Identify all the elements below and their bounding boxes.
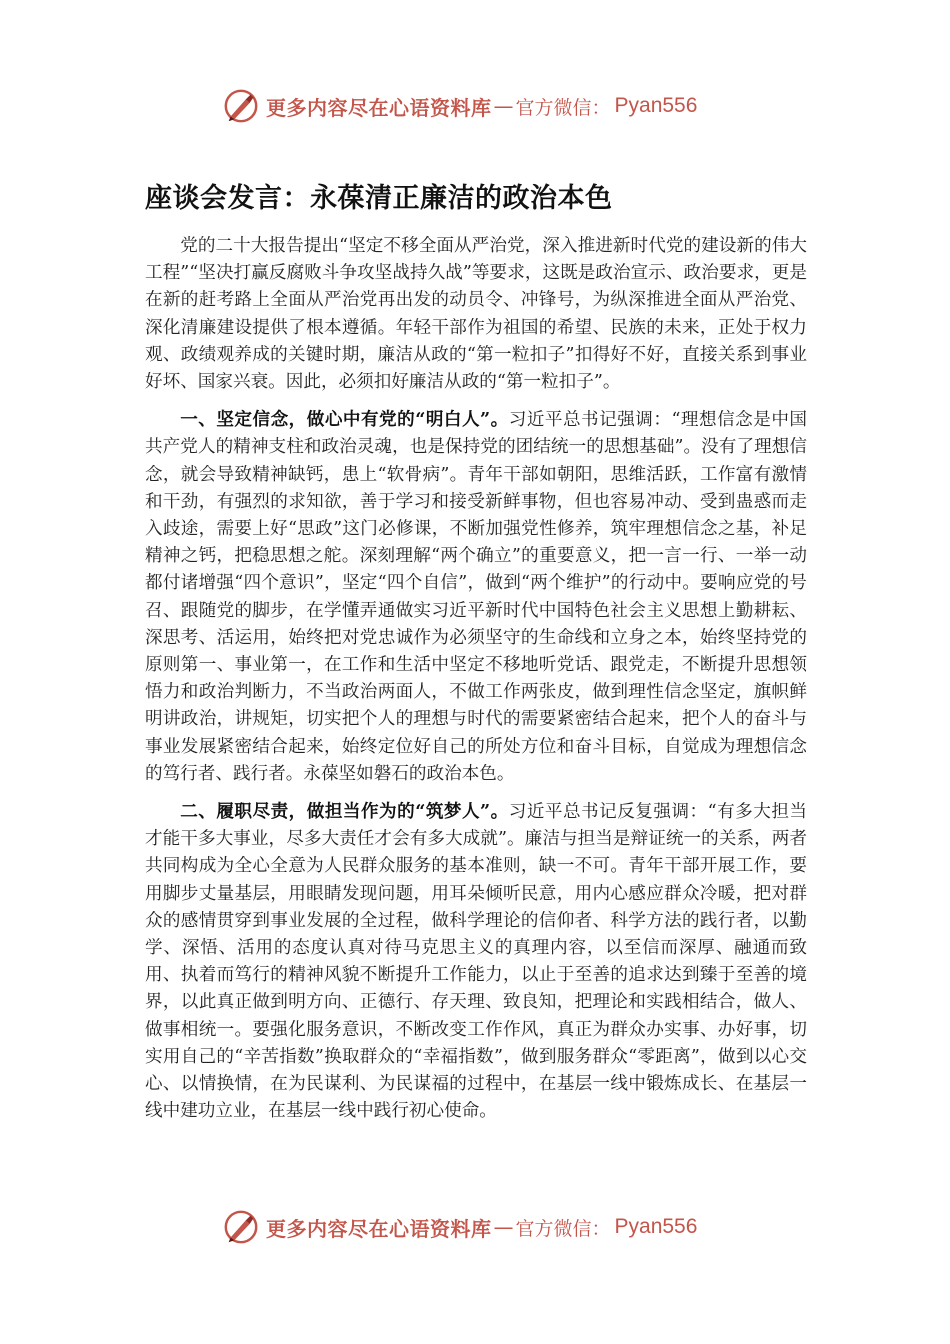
paragraph-text: 党的二十大报告提出“坚定不移全面从严治党，深入推进新时代党的建设新的伟大工程”“坚决打赢反腐败斗争攻坚战持久战”等要求，这既是政治宣示、政治要求，更是在新的赶考路上全面从严治党再出发的动员令、冲锋号，为纵深推进全面从严治党、深化清廉建设提供了根本遵循。年轻干部作为祖国的希望、民族的未来，正处于权力观、政绩观养成的关键时期，廉洁从政的“第一粒扣子”扣得好不好，直接关系到事业好坏、国家兴衰。因此，必须扣好廉洁从政的“第一粒扣子”。 [145,236,807,393]
banner-dash: — [493,1215,514,1239]
banner-wechat-id: Pyan556 [614,94,698,117]
section-two-paragraph [145,798,807,1125]
document-title: 座谈会发言：永葆清正廉洁的政治本色 [145,183,613,214]
section-one-paragraph [145,406,807,788]
footer-watermark-banner [222,1207,697,1247]
banner-wechat-label: 官方微信： [515,96,611,119]
paragraph-text: 习近平总书记强调：“理想信念是中国共产党人的精神支柱和政治灵魂，也是保持党的团结统一的思想基础”。没有了理想信念，就会导致精神缺钙，患上“软骨病”。青年干部如朝阳，思维活跃，工作富有激情和干劲，有强烈的求知欲，善于学习和接受新鲜事物，但也容易冲动、受到蛊惑而走入歧途，需要上好“思政”这门必修课，不断加强党性修养，筑牢理想信念之基，补足精神之钙，把稳思想之舵。深刻理解“两个确立”的重要意义，把一言一行、一举一动都付诸增强“四个意识”，坚定“四个自信”，做到“两个维护”的行动中。要响应党的号召、跟随党的脚步，在学懂弄通做实习近平新时代中国特色社会主义思想上勤耕耘、深思考、活运用，始终把对党忠诚作为必须坚守的生命线和立身之本，始终坚持党的原则第一、事业第一，在工作和生活中坚定不移地听党话、跟党走，不断提升思想领悟力和政治判断力，不当政治两面人，不做工作两张皮，做到理性信念坚定，旗帜鲜明讲政治，讲规矩，切实把个人的理想与时代的需要紧密结合起来，把个人的奋斗与事业发展紧密结合起来，始终定位好自己的所处方位和奋斗目标，自觉成为理想信念的笃行者、践行者。永葆坚如磐石的政治本色。 [145,410,807,784]
intro-paragraph [145,232,807,396]
banner-dash: — [493,94,514,118]
pen-logo-icon [222,87,260,125]
banner-wechat-label: 官方微信： [515,1217,611,1240]
banner-wechat-id: Pyan556 [614,1215,698,1238]
banner-slogan: 更多内容尽在心语资料库 [266,95,492,120]
banner-slogan: 更多内容尽在心语资料库 [266,1216,492,1241]
pen-logo-icon [222,1208,260,1246]
section-one-heading: 一、坚定信念，做心中有党的“明白人”。 [180,409,509,431]
section-two-heading: 二、履职尽责，做担当作为的“筑梦人”。 [180,801,509,823]
header-watermark-banner [222,86,697,126]
document-body [145,232,807,1136]
paragraph-text: 习近平总书记反复强调：“有多大担当才能干多大事业，尽多大责任才会有多大成就”。廉洁与担当是辩证统一的关系，两者共同构成为全心全意为人民群众服务的基本准则，缺一不可。青年干部开展工作，要用脚步丈量基层，用眼睛发现问题，用耳朵倾听民意，用内心感应群众冷暖，把对群众的感情贯穿到事业发展的全过程，做科学理论的信仰者、科学方法的践行者，以勤学、深悟、活用的态度认真对待马克思主义的真理内容，以至信而深厚、融通而致用、执着而笃行的精神风貌不断提升工作能力，以止于至善的追求达到臻于至善的境界，以此真正做到明方向、正德行、存天理、致良知，把理论和实践相结合，做人、做事相统一。要强化服务意识，不断改变工作作风，真正为群众办实事、办好事，切实用自己的“辛苦指数”换取群众的“幸福指数”，做到服务群众“零距离”，做到以心交心、以情换情，在为民谋利、为民谋福的过程中，在基层一线中锻炼成长、在基层一线中建功立业，在基层一线中践行初心使命。 [145,802,807,1122]
